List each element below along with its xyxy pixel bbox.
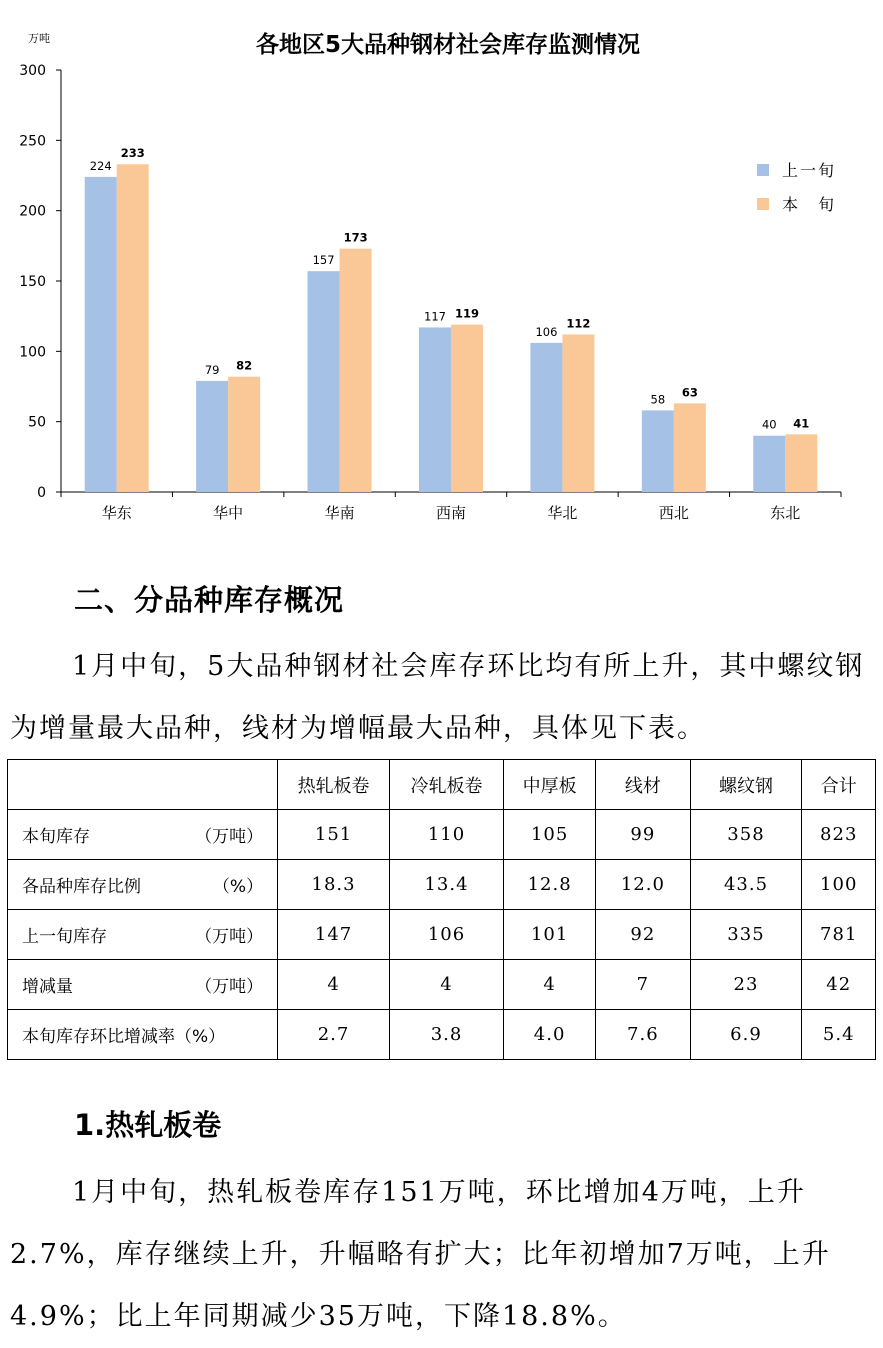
bar-previous bbox=[419, 327, 451, 492]
row-label-cell bbox=[8, 910, 278, 960]
legend-label: 上一旬 bbox=[782, 161, 837, 180]
table-cell: 4 bbox=[503, 960, 595, 1010]
table-cell: 2.7 bbox=[278, 1010, 390, 1060]
y-tick-label: 50 bbox=[28, 414, 46, 431]
data-label: 112 bbox=[566, 316, 591, 331]
y-unit-label: 万吨 bbox=[28, 32, 50, 45]
table-cell: 92 bbox=[596, 910, 690, 960]
table-cell: 101 bbox=[503, 910, 595, 960]
x-tick-label: 华南 bbox=[324, 504, 355, 522]
row-label: 上一旬库存 bbox=[22, 927, 107, 947]
bar-previous bbox=[196, 381, 228, 492]
table-cell: 3.8 bbox=[390, 1010, 504, 1060]
table-cell: 147 bbox=[278, 910, 390, 960]
x-tick-label: 华北 bbox=[547, 504, 578, 522]
bar-current bbox=[117, 164, 149, 492]
intro-paragraph: 1月中旬，5大品种钢材社会库存环比均有所上升，其中螺纹钢为增量最大品种，线材为增幅最大品种，具体见下表。 bbox=[10, 651, 865, 744]
y-tick-label: 100 bbox=[19, 344, 46, 361]
data-label: 40 bbox=[761, 417, 777, 432]
row-label-cell bbox=[8, 810, 278, 860]
row-unit: （%） bbox=[212, 877, 264, 897]
table-row bbox=[8, 810, 876, 860]
legend-swatch bbox=[757, 164, 769, 176]
hot-rolled-paragraph: 1月中旬，热轧板卷库存151万吨，环比增加4万吨，上升2.7%，库存继续上升，升幅略有扩大；比年初增加7万吨，上升4.9%；比上年同期减少35万吨，下降18.8%。 bbox=[10, 1177, 831, 1332]
bar-previous bbox=[753, 436, 785, 492]
column-header: 线材 bbox=[596, 760, 690, 810]
row-label-cell bbox=[8, 960, 278, 1010]
y-tick-label: 300 bbox=[19, 63, 46, 79]
data-label: 63 bbox=[681, 385, 698, 400]
y-tick-label: 200 bbox=[19, 203, 46, 220]
row-unit: （万吨） bbox=[195, 977, 264, 997]
table-cell: 7 bbox=[596, 960, 690, 1010]
table-cell: 335 bbox=[690, 910, 802, 960]
table-row bbox=[8, 910, 876, 960]
bar-current bbox=[451, 325, 483, 492]
table-row bbox=[8, 1010, 876, 1060]
x-tick-label: 东北 bbox=[770, 504, 801, 522]
table-cell: 43.5 bbox=[690, 860, 802, 910]
data-label: 117 bbox=[424, 309, 446, 324]
table-corner-cell bbox=[8, 760, 278, 810]
section-heading: 二、分品种库存概况 bbox=[74, 583, 345, 617]
subheading-hot-rolled: 1.热轧板卷 bbox=[74, 1108, 222, 1142]
column-header: 冷轧板卷 bbox=[390, 760, 504, 810]
table-cell: 6.9 bbox=[690, 1010, 802, 1060]
x-tick-label: 华中 bbox=[213, 504, 244, 522]
data-label: 157 bbox=[312, 253, 335, 268]
inventory-bar-chart bbox=[0, 0, 883, 545]
table-cell: 106 bbox=[390, 910, 504, 960]
y-tick-label: 250 bbox=[19, 133, 46, 150]
table-cell: 12.8 bbox=[503, 860, 595, 910]
table-cell: 4 bbox=[278, 960, 390, 1010]
bar-current bbox=[562, 334, 594, 492]
bar-current bbox=[674, 403, 706, 492]
table-cell: 13.4 bbox=[390, 860, 504, 910]
table-header-row bbox=[8, 760, 876, 810]
bar-previous bbox=[85, 177, 117, 492]
row-label-cell bbox=[8, 1010, 278, 1060]
data-label: 58 bbox=[650, 392, 666, 407]
table-cell: 358 bbox=[690, 810, 802, 860]
data-label: 106 bbox=[535, 324, 558, 339]
data-label: 82 bbox=[236, 358, 253, 373]
column-header: 热轧板卷 bbox=[278, 760, 390, 810]
row-label: 增减量 bbox=[22, 977, 73, 997]
x-tick-label: 西北 bbox=[658, 504, 689, 522]
y-tick-label: 0 bbox=[37, 485, 46, 501]
inventory-table bbox=[7, 759, 876, 1060]
table-cell: 110 bbox=[390, 810, 504, 860]
table-cell: 23 bbox=[690, 960, 802, 1010]
data-label: 224 bbox=[89, 158, 112, 173]
row-label: 本旬库存环比增减率（%） bbox=[22, 1027, 226, 1047]
table-row bbox=[8, 960, 876, 1010]
x-tick-label: 华东 bbox=[101, 504, 132, 522]
row-unit: （万吨） bbox=[195, 827, 264, 847]
table-cell: 823 bbox=[802, 810, 876, 860]
table-cell: 4 bbox=[390, 960, 504, 1010]
bar-current bbox=[340, 249, 372, 492]
table-cell: 99 bbox=[596, 810, 690, 860]
table-cell: 4.0 bbox=[503, 1010, 595, 1060]
bar-previous bbox=[530, 343, 562, 492]
chart-title: 各地区5大品种钢材社会库存监测情况 bbox=[255, 32, 641, 58]
table-cell: 105 bbox=[503, 810, 595, 860]
table-cell: 781 bbox=[802, 910, 876, 960]
table-cell: 12.0 bbox=[596, 860, 690, 910]
table-cell: 7.6 bbox=[596, 1010, 690, 1060]
table-cell: 5.4 bbox=[802, 1010, 876, 1060]
y-tick-label: 150 bbox=[19, 274, 46, 290]
data-label: 233 bbox=[120, 146, 145, 161]
column-header: 螺纹钢 bbox=[690, 760, 802, 810]
bar-current bbox=[228, 377, 260, 492]
column-header: 合计 bbox=[802, 760, 876, 810]
bar-current bbox=[785, 434, 817, 492]
legend-label: 本 旬 bbox=[782, 195, 837, 214]
table-cell: 18.3 bbox=[278, 860, 390, 910]
data-label: 119 bbox=[454, 306, 480, 321]
table-row bbox=[8, 860, 876, 910]
legend-swatch bbox=[757, 198, 769, 210]
bar-previous bbox=[308, 271, 340, 492]
data-label: 79 bbox=[204, 362, 220, 377]
row-label: 本旬库存 bbox=[22, 827, 90, 847]
table-cell: 151 bbox=[278, 810, 390, 860]
row-label-cell bbox=[8, 860, 278, 910]
table-cell: 100 bbox=[802, 860, 876, 910]
x-tick-label: 西南 bbox=[435, 504, 467, 522]
bar-previous bbox=[642, 410, 674, 492]
data-label: 173 bbox=[343, 230, 368, 245]
row-unit: （万吨） bbox=[195, 927, 264, 947]
table-cell: 42 bbox=[802, 960, 876, 1010]
row-label: 各品种库存比例 bbox=[22, 877, 141, 897]
data-label: 41 bbox=[793, 416, 810, 431]
column-header: 中厚板 bbox=[503, 760, 595, 810]
